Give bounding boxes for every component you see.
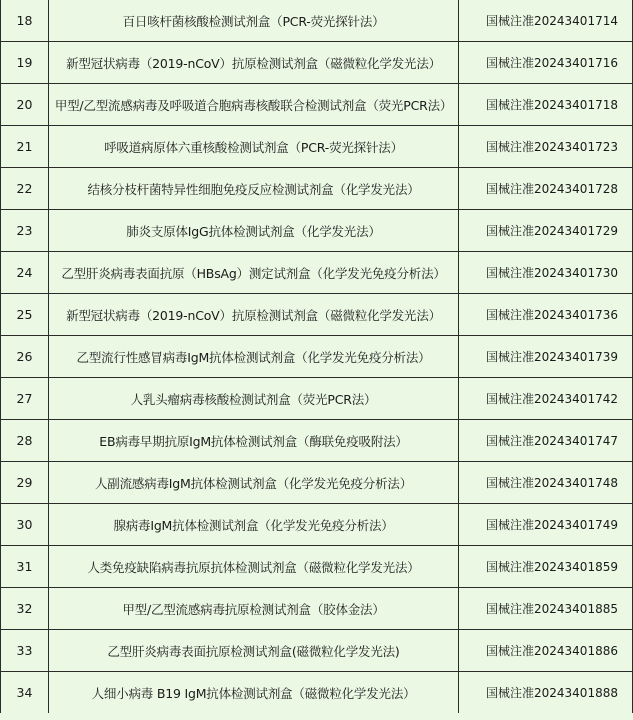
row-number: 19 [1,42,49,84]
table-row [1,126,633,168]
row-number: 22 [1,168,49,210]
table-row [1,252,633,294]
table-row [1,168,633,210]
registration-number: 国械注准20243401886 [459,630,633,672]
registration-number: 国械注准20243401748 [459,462,633,504]
row-number: 20 [1,84,49,126]
table-row [1,420,633,462]
row-number: 32 [1,588,49,630]
table-body [1,0,633,713]
product-name: 甲型/乙型流感病毒抗原检测试剂盒（胶体金法） [49,588,459,630]
row-number: 24 [1,252,49,294]
table-row [1,672,633,714]
row-number: 21 [1,126,49,168]
registration-number: 国械注准20243401728 [459,168,633,210]
product-name: 肺炎支原体IgG抗体检测试剂盒（化学发光法） [49,210,459,252]
table-row [1,588,633,630]
table-row [1,294,633,336]
table-row [1,462,633,504]
row-number: 31 [1,546,49,588]
row-number: 26 [1,336,49,378]
row-number: 28 [1,420,49,462]
table-row [1,378,633,420]
registration-number: 国械注准20243401729 [459,210,633,252]
product-name: 呼吸道病原体六重核酸检测试剂盒（PCR-荧光探针法） [49,126,459,168]
row-number: 30 [1,504,49,546]
product-name: 人细小病毒 B19 IgM抗体检测试剂盒（磁微粒化学发光法） [49,672,459,714]
product-name: 乙型肝炎病毒表面抗原（HBsAg）测定试剂盒（化学发光免疫分析法） [49,252,459,294]
row-number: 29 [1,462,49,504]
registration-number: 国械注准20243401859 [459,546,633,588]
registration-number: 国械注准20243401749 [459,504,633,546]
table-row [1,546,633,588]
product-name: 人乳头瘤病毒核酸检测试剂盒（荧光PCR法） [49,378,459,420]
registration-number: 国械注准20243401742 [459,378,633,420]
table-row [1,336,633,378]
product-name: 乙型流行性感冒病毒IgM抗体检测试剂盒（化学发光免疫分析法） [49,336,459,378]
row-number: 34 [1,672,49,714]
registration-number: 国械注准20243401718 [459,84,633,126]
registration-number: 国械注准20243401739 [459,336,633,378]
product-name: 结核分枝杆菌特异性细胞免疫反应检测试剂盒（化学发光法） [49,168,459,210]
product-name: EB病毒早期抗原IgM抗体检测试剂盒（酶联免疫吸附法） [49,420,459,462]
row-number: 27 [1,378,49,420]
product-name: 甲型/乙型流感病毒及呼吸道合胞病毒核酸联合检测试剂盒（荧光PCR法） [49,84,459,126]
product-name: 新型冠状病毒（2019-nCoV）抗原检测试剂盒（磁微粒化学发光法） [49,42,459,84]
table-row [1,630,633,672]
row-number: 33 [1,630,49,672]
registration-number: 国械注准20243401885 [459,588,633,630]
product-name: 腺病毒IgM抗体检测试剂盒（化学发光免疫分析法） [49,504,459,546]
table-row [1,84,633,126]
product-name: 人副流感病毒IgM抗体检测试剂盒（化学发光免疫分析法） [49,462,459,504]
product-name: 新型冠状病毒（2019-nCoV）抗原检测试剂盒（磁微粒化学发光法） [49,294,459,336]
table-row [1,42,633,84]
registration-number: 国械注准20243401730 [459,252,633,294]
product-name: 乙型肝炎病毒表面抗原检测试剂盒(磁微粒化学发光法) [49,630,459,672]
registration-number: 国械注准20243401747 [459,420,633,462]
row-number: 25 [1,294,49,336]
table-row [1,504,633,546]
product-name: 百日咳杆菌核酸检测试剂盒（PCR-荧光探针法） [49,0,459,42]
product-name: 人类免疫缺陷病毒抗原抗体检测试剂盒（磁微粒化学发光法） [49,546,459,588]
table-row [1,210,633,252]
registration-number: 国械注准20243401714 [459,0,633,42]
row-number: 18 [1,0,49,42]
registration-number: 国械注准20243401716 [459,42,633,84]
row-number: 23 [1,210,49,252]
registration-number: 国械注准20243401888 [459,672,633,714]
registration-number: 国械注准20243401736 [459,294,633,336]
registration-number: 国械注准20243401723 [459,126,633,168]
table-row [1,0,633,42]
